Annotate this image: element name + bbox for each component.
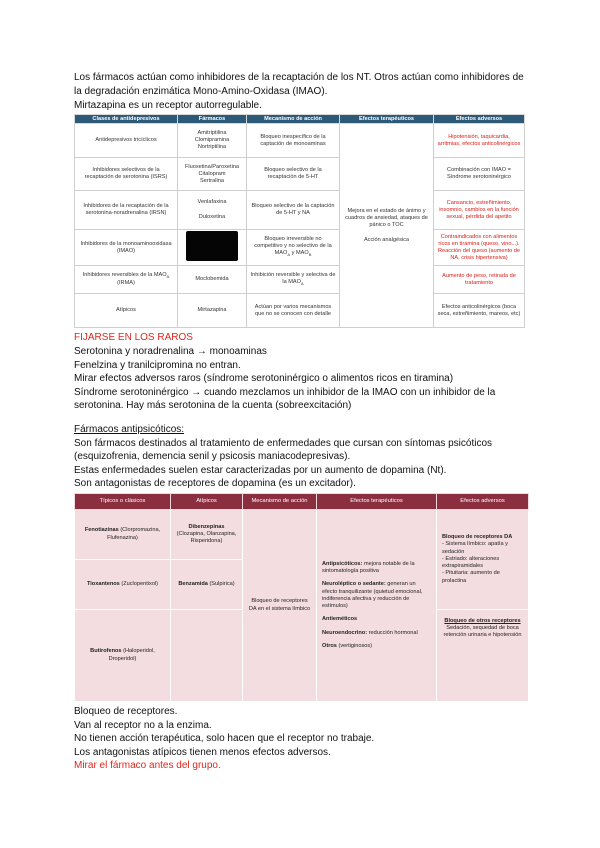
table-header: Mecanismo de acción — [243, 494, 317, 510]
drug-name: Nortriptilina — [197, 144, 227, 150]
drug-name: Venlafaxina — [197, 199, 227, 205]
subscript: B — [308, 252, 312, 258]
mechanism-text: Inhibición reversible y selectiva de la MAO — [250, 271, 336, 285]
table-header: Clases de antidepresivos — [75, 115, 178, 124]
mechanism-cell: Bloqueo de receptores DA en el sistema límbico — [243, 510, 317, 702]
note-line: Fenelzina y tranilcipromina no entran. — [74, 360, 241, 371]
table-row — [75, 510, 529, 560]
drugs-cell — [178, 158, 247, 191]
table-header: Efectos terapéuticos — [317, 494, 437, 510]
note-line: Serotonina y noradrenalina → monoaminas — [74, 346, 267, 357]
therapeutic-desc: reducción hormonal — [367, 629, 418, 636]
subscript: A — [166, 274, 170, 280]
class-text: (IRMA) — [117, 280, 135, 287]
closing-line: Bloqueo de receptores. — [74, 706, 178, 717]
drugs-cell — [178, 191, 247, 230]
drug-name: Mirtazapina — [197, 307, 227, 313]
adverse-item: - Sistema límbico: apatía y sedación — [442, 541, 508, 555]
typical-examples: (Haloperidol, Droperidol) — [108, 648, 155, 662]
therapeutic-label: Antipsicóticos: — [322, 561, 363, 568]
adverse-item: - Pituitaria: aumento de prolactina — [442, 570, 500, 584]
therapeutic-desc: generan un efecto tranquilizante (quietud emocional, indiferencia afectiva y reducción de estímulos) — [322, 581, 423, 610]
antipsychotic-line: (esquizofrenia, demencia senil y psicosis maniacodepresivas). — [74, 451, 351, 462]
mechanism-cell: Actúan por varios mecanismos que no se conocen con detalle — [247, 294, 340, 328]
therapeutic-label: Otros — [322, 642, 337, 649]
antipsychotic-line: Son antagonistas de receptores de dopamina (es un excitador). — [74, 478, 356, 489]
typical-name: Butirofenos — [90, 648, 122, 655]
note-line: Síndrome serotoninérgico → cuando mezclamos un inhibidor de la IMAO con un inhibidor de la — [74, 387, 496, 398]
atypical-examples: (Clozapina, Olanzapina, Risperidona) — [176, 530, 237, 545]
closing-line: No tienen acción terapéutica, solo hacen que el receptor no trabaje. — [74, 733, 375, 744]
adverse-cell — [437, 610, 529, 702]
class-cell: Inhibidores de la recaptación de la serotonina-noradrenalina (IRSN) — [75, 191, 178, 230]
mechanism-cell: Bloqueo selectivo de la captación de 5-HT y NA — [247, 191, 340, 230]
class-cell: Inhibidores selectivos de la recaptación de serotonina (ISRS) — [75, 158, 178, 191]
section-title-antipsicoticos: Fármacos antipsicóticos: — [74, 424, 185, 435]
atypical-cell — [171, 560, 243, 610]
adverse-cell — [437, 510, 529, 610]
table-header: Mecanismo de acción — [247, 115, 340, 124]
atypical-cell-empty — [171, 610, 243, 702]
closing-line: Van al receptor no a la enzima. — [74, 720, 212, 731]
adverse-cell: Efectos anticolinérgicos (boca seca, estreñimiento, mareos, etc) — [434, 294, 525, 328]
atypical-examples: (Sulpirica) — [207, 580, 235, 587]
antipsychotic-line: Son fármacos destinados al tratamiento de enfermedades que cursan con síntomas psicóticos — [74, 438, 493, 449]
typical-name: Fenotiazinas — [84, 527, 119, 534]
atypical-name: Benzamida — [178, 580, 208, 587]
drug-name: Fluoxetina/Paroxetina — [184, 163, 240, 170]
section-heading-raros: FIJARSE EN LOS RAROS — [74, 332, 193, 343]
drugs-cell — [178, 230, 247, 266]
therapeutic-label: Neuroléptico o sedante: — [322, 581, 386, 588]
table-header: Efectos terapéuticos — [340, 115, 434, 124]
drug-name: Duloxetina — [198, 214, 226, 220]
drug-name: Sertralina — [200, 177, 224, 184]
adverse-cell: Combinación con IMAO = Síndrome serotoninérgico — [434, 158, 525, 191]
antipsychotic-line: Estas enfermedades suelen estar caracterizadas por un aumento de dopamina (Nt). — [74, 465, 447, 476]
mechanism-cell — [247, 230, 340, 266]
class-cell: Atípicos — [75, 294, 178, 328]
redacted-block — [186, 231, 238, 261]
table-header: Fármacos — [178, 115, 247, 124]
therapeutic-label: Neuroendocrino: — [322, 629, 368, 636]
note-line: Mirar efectos adversos raros (síndrome serotoninérgico o alimentos ricos en tiramina) — [74, 373, 454, 384]
adverse-heading: Bloqueo de receptores DA — [442, 534, 513, 541]
typical-examples: (Zuclopentixol) — [119, 580, 159, 587]
drug-name: Moclobemida — [195, 276, 229, 282]
table-header: Típicos o clásicos — [75, 494, 171, 510]
typical-name: Tioxantenos — [86, 580, 120, 587]
drugs-cell — [178, 124, 247, 158]
note-line: serotonina. Hay más serotonina de la cuenta (sobreexcitación) — [74, 400, 352, 411]
therapeutic-effects-cell — [317, 510, 437, 702]
drug-name: Clomipramina — [194, 137, 230, 143]
drugs-cell — [178, 294, 247, 328]
table-header: Efectos adversos — [437, 494, 529, 510]
therapeutic-effects-cell — [340, 124, 434, 328]
atypical-cell — [171, 510, 243, 560]
mechanism-text: Bloqueo irreversible no competitivo y no selectivo de la MAO — [254, 236, 332, 257]
therapeutic-text-2: Acción analgésica — [363, 236, 410, 243]
subscript: A — [300, 281, 304, 287]
adverse-cell: Hipotensión, taquicardia, arritmias, efectos anticolinérgicos — [434, 124, 525, 158]
drug-name: Amitriptilina — [197, 130, 227, 136]
therapeutic-item — [322, 643, 431, 650]
therapeutic-item — [322, 581, 431, 610]
typical-cell — [75, 610, 171, 702]
mechanism-cell: Bloqueo inespecífico de la captación de monoaminas — [247, 124, 340, 158]
intro-line-1: Los fármacos actúan como inhibidores de la recaptación de los NT. Otros actúan como inhibidores de — [74, 72, 524, 83]
table-row — [75, 230, 525, 266]
typical-cell — [75, 560, 171, 610]
table-row — [75, 294, 525, 328]
adverse-cell: Aumento de peso, retirada de tratamiento — [434, 266, 525, 294]
antipsychotics-table — [74, 493, 529, 702]
intro-line-2: la degradación enzimática Mono-Amino-Oxidasa (IMAO). — [74, 86, 328, 97]
table-header: Atípicos — [171, 494, 243, 510]
mechanism-text: y MAO — [290, 250, 309, 257]
closing-line: Los antagonistas atípicos tienen menos efectos adversos. — [74, 747, 331, 758]
atypical-name: Dibenzepinas — [188, 523, 225, 530]
class-cell: Inhibidores de la monoaminooxidasa (IMAO) — [75, 230, 178, 266]
intro-line-3: Mirtazapina es un receptor autorregulable. — [74, 100, 262, 111]
drugs-cell — [178, 266, 247, 294]
therapeutic-text: Mejora en el estado de ánimo y cuadros de ansiedad, ataques de pánico o TOC — [345, 207, 428, 228]
table-row — [75, 124, 525, 158]
antidepressants-table — [74, 114, 525, 328]
adverse-item: Sedación, sequedad de boca retención urinaria e hipotensión — [443, 625, 522, 639]
therapeutic-label: Antieméticos — [322, 616, 358, 623]
closing-line-red: Mirar el fármaco antes del grupo. — [74, 760, 221, 771]
typical-cell — [75, 510, 171, 560]
drug-name: Citalopram — [198, 170, 226, 177]
table-row — [75, 158, 525, 191]
table-row — [75, 191, 525, 230]
class-cell — [75, 266, 178, 294]
table-row — [75, 266, 525, 294]
table-header-row — [75, 115, 525, 124]
mechanism-cell — [247, 266, 340, 294]
therapeutic-item — [322, 630, 431, 637]
therapeutic-desc: mejora notable de la sintomatología positiva — [322, 561, 415, 575]
therapeutic-item — [322, 561, 431, 575]
mechanism-cell: Bloqueo selectivo de la recaptación de 5-HT — [247, 158, 340, 191]
class-text: Inhibidores reversibles de la MAO — [82, 271, 167, 278]
class-cell: Antidepresivos tricíclicos — [75, 124, 178, 158]
adverse-cell: Cansancio, estreñimiento, insomnio, cambios en la función sexual, pérdida del apetito — [434, 191, 525, 230]
adverse-cell: Contraindicados con alimentos ricos en tiramina (queso, vino...). Reacción del queso (aumento de NA, crisis hipertensiva) — [434, 230, 525, 266]
subscript: A — [287, 252, 291, 258]
table-header-row — [75, 494, 529, 510]
therapeutic-desc: (vertiginosos) — [336, 642, 373, 649]
table-header: Efectos adversos — [434, 115, 525, 124]
adverse-heading: Bloqueo de otros receptores — [444, 618, 521, 624]
adverse-item: - Estriado: alteraciones extrapiramidales — [442, 555, 500, 570]
typical-examples: (Clorpromazina, Flufenazina) — [107, 527, 161, 541]
